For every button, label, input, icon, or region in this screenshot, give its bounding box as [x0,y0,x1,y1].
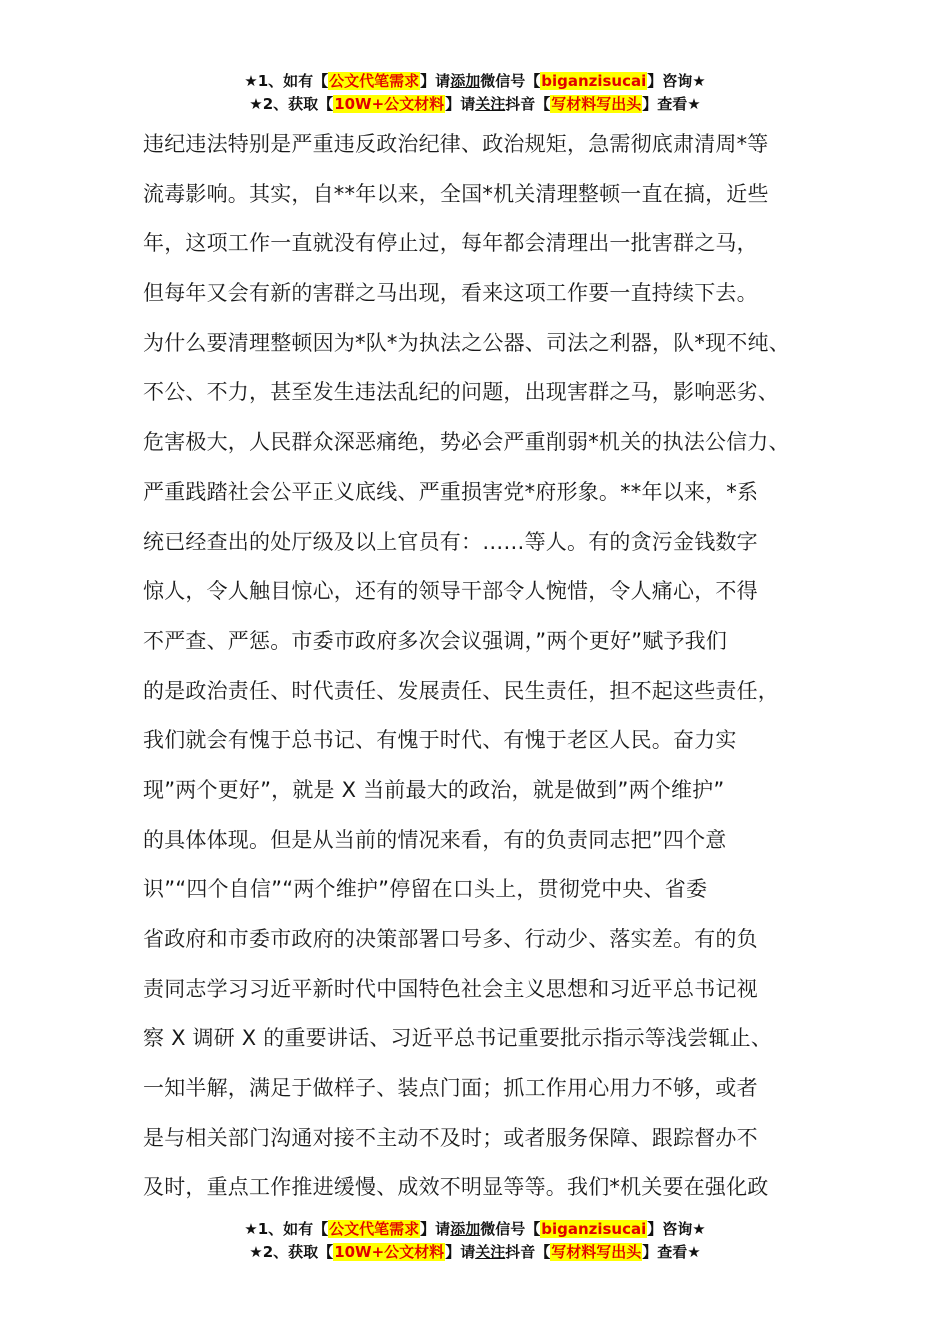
body-line: 危害极大，人民群众深恶痛绝，势必会严重削弱*机关的执法公信力、 [143,430,790,455]
banner-text: 】查看★ [642,95,701,113]
banner-highlight: 公文代笔需求 [329,1220,420,1238]
banner-underlined-text: 关注 [475,1243,506,1261]
body-line: 察 X 调研 X 的重要讲话、习近平总书记重要批示指示等浅尝辄止、 [143,1026,773,1051]
body-line: 惊人，令人触目惊心，还有的领导干部令人惋惜，令人痛心，不得 [143,579,758,604]
banner-text: 】查看★ [642,1243,701,1261]
banner-text: 微信号【 [480,72,541,90]
body-line: 现”两个更好”，就是 X 当前最大的政治，就是做到”两个维护” [143,777,725,802]
footer-banner [0,1218,950,1264]
banner-wechat-id: biganzisucai [541,72,647,90]
body-line: 及时，重点工作推进缓慢、成效不明显等等。我们*机关要在强化政 [143,1175,769,1200]
header-banner [0,70,950,116]
banner-text: ★1、如有【 [244,72,329,90]
body-line: 责同志学习习近平新时代中国特色社会主义思想和习近平总书记视 [143,976,758,1001]
banner-text: 抖音【 [505,95,551,113]
body-line: 的是政治责任、时代责任、发展责任、民生责任，担不起这些责任， [143,678,779,703]
body-line: 我们就会有愧于总书记、有愧于时代、有愧于老区人民。奋力实 [143,728,737,753]
body-line: 不公、不力，甚至发生违法乱纪的问题，出现害群之马，影响恶劣、 [143,380,779,405]
body-line: 年，这项工作一直就没有停止过，每年都会清理出一批害群之马， [143,231,758,256]
banner-text: 】请 [420,1220,451,1238]
banner-text: 抖音【 [505,1243,551,1261]
body-line: 不严查、严惩。市委市政府多次会议强调，”两个更好”赋予我们 [143,628,728,653]
banner-underlined-text: 关注 [475,95,506,113]
banner-wechat-id: biganzisucai [541,1220,647,1238]
body-line: 违纪违法特别是严重违反政治纪律、政治规矩，急需彻底肃清周*等 [143,132,769,156]
banner-text: 】咨询★ [647,1220,706,1238]
body-line: 是与相关部门沟通对接不主动不及时；或者服务保障、跟踪督办不 [143,1125,758,1150]
body-line: 省政府和市委市政府的决策部署口号多、行动少、落实差。有的负 [143,927,758,951]
body-line: 流毒影响。其实，自**年以来，全国*机关清理整顿一直在搞，近些 [143,181,769,206]
banner-line-2 [0,93,950,116]
banner-highlight: 10W+公文材料 [334,95,445,113]
banner-highlight: 公文代笔需求 [329,72,420,90]
banner-text: ★1、如有【 [244,1220,329,1238]
banner-text: 】请 [445,95,476,113]
body-line: 一知半解，满足于做样子、装点门面；抓工作用心用力不够，或者 [143,1076,758,1101]
document-body [143,120,843,1213]
body-line: 严重践踏社会公平正义底线、严重损害党*府形象。**年以来，*系 [143,479,759,504]
banner-underlined-text: 添加 [450,72,481,90]
banner-line-1 [0,70,950,93]
banner-text: ★2、获取【 [249,95,334,113]
banner-line-1 [0,1218,950,1241]
body-line: 的具体体现。但是从当前的情况来看，有的负责同志把”四个意 [143,827,727,852]
banner-line-2 [0,1241,950,1264]
banner-underlined-text: 添加 [450,1220,481,1238]
banner-text: 】咨询★ [647,72,706,90]
body-line: 但每年又会有新的害群之马出现，看来这项工作要一直持续下去。 [143,281,758,306]
banner-highlight: 10W+公文材料 [334,1243,445,1261]
body-line: 识”“四个自信”“两个维护”停留在口头上，贯彻党中央、省委 [143,877,708,902]
body-line: 为什么要清理整顿因为*队*为执法之公器、司法之利器，队*现不纯、 [143,330,790,355]
banner-douyin-id: 写材料写出头 [551,95,642,113]
banner-text: 微信号【 [480,1220,541,1238]
banner-text: ★2、获取【 [249,1243,334,1261]
body-line: 统已经查出的处厅级及以上官员有：……等人。有的贪污金钱数字 [143,529,758,554]
banner-text: 】请 [445,1243,476,1261]
banner-douyin-id: 写材料写出头 [551,1243,642,1261]
banner-text: 】请 [420,72,451,90]
